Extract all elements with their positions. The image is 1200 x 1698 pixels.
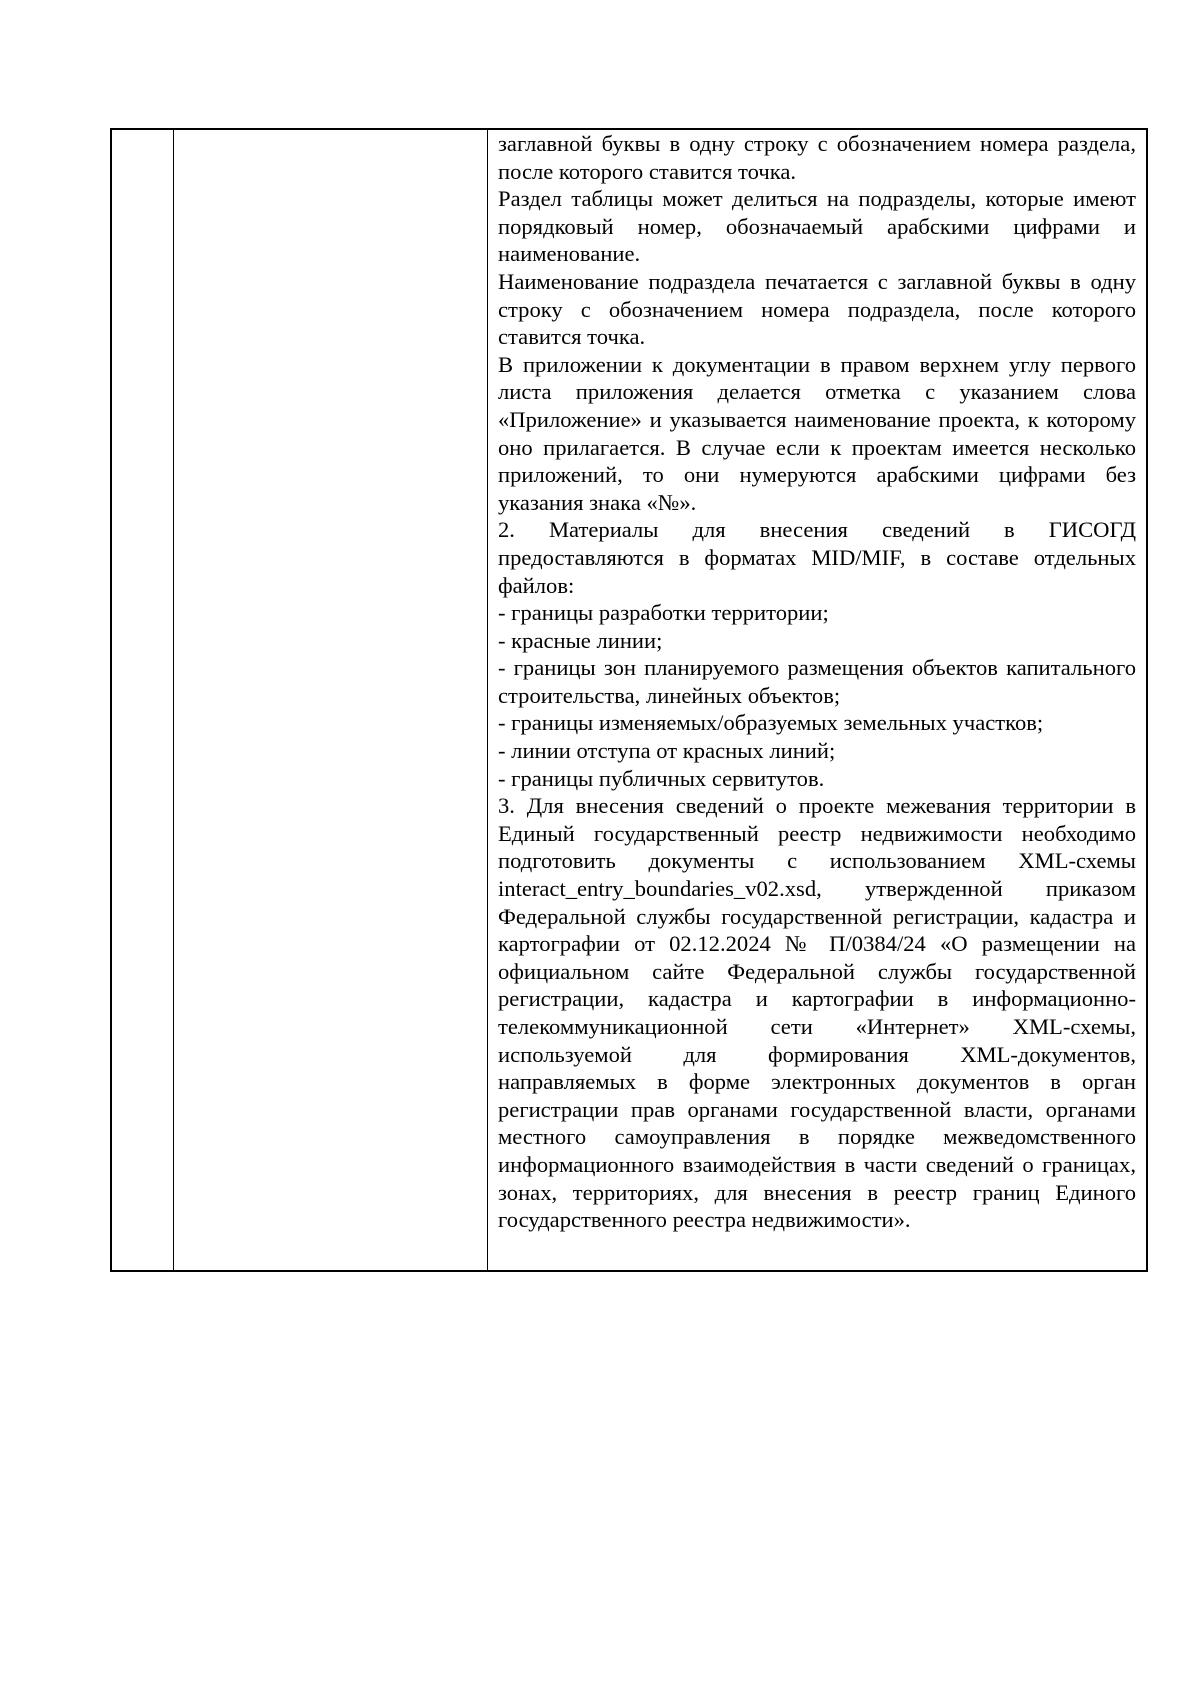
name-column-cell [174, 130, 488, 1270]
list-item-servitudes: - границы публичных сервитутов. [498, 765, 825, 791]
list-item-setback-lines: - линии отступа от красных линий; [498, 738, 836, 764]
paragraph-egrn-xml-schema: 3. Для внесения сведений о проекте межевания территории в Единый государственный реестр недвижимости необходимо подготовить документы с использованием XML-схемы interact_entry_boundaries_v02.xsd, утвержденной приказом Федеральной службы государственной регистрации, кадастра и картографии от 02.12.2024 № П/0384/24 «О размещении на официальном сайте Федеральной службы государственной регистрации, кадастра и картографии в информационно-телекоммуникационной сети «Интернет» XML-схемы, используемой для формирования XML-документов, направляемых в форме электронных документов в орган регистрации прав органами государственной власти, органами местного самоуправления в порядке межведомственного информационного взаимодействия в части сведений о границах, зонах, территориях, для внесения в реестр границ Единого государственного реестра недвижимости». [498, 793, 1136, 1233]
paragraph-appendix-rule: В приложении к документации в правом верхнем углу первого листа приложения делается отметка с указанием слова «Приложение» и указывается наименование проекта, к которому оно прилагается. В случае если к проектам имеется несколько приложений, то они нумеруются арабскими цифрами без указания знака «№». [498, 351, 1136, 515]
list-item-territory-boundaries: - границы разработки территории; [498, 600, 829, 626]
list-item-red-lines: - красные линии; [498, 627, 663, 653]
list-item-land-plots: - границы изменяемых/образуемых земельных участков; [498, 710, 1044, 736]
number-column-cell [112, 130, 174, 1270]
paragraph-section-heading-rule: заглавной буквы в одну строку с обозначением номера раздела, после которого ставится точка. [498, 131, 1136, 184]
paragraph-subsections: Раздел таблицы может делиться на подразделы, которые имеют порядковый номер, обозначаемый арабскими цифрами и наименование. [498, 186, 1136, 267]
document-table [110, 128, 1148, 1272]
text-column-cell [488, 130, 1146, 1270]
list-item-planned-zones: - границы зон планируемого размещения объектов капитального строительства, линейных объектов; [498, 655, 1136, 708]
paragraph-gisogd-materials: 2. Материалы для внесения сведений в ГИСОГД предоставляются в форматах MID/MIF, в составе отдельных файлов: [498, 517, 1136, 598]
paragraph-subsection-heading-rule: Наименование подраздела печатается с заглавной буквы в одну строку с обозначением номера подраздела, после которого ставится точка. [498, 268, 1136, 350]
